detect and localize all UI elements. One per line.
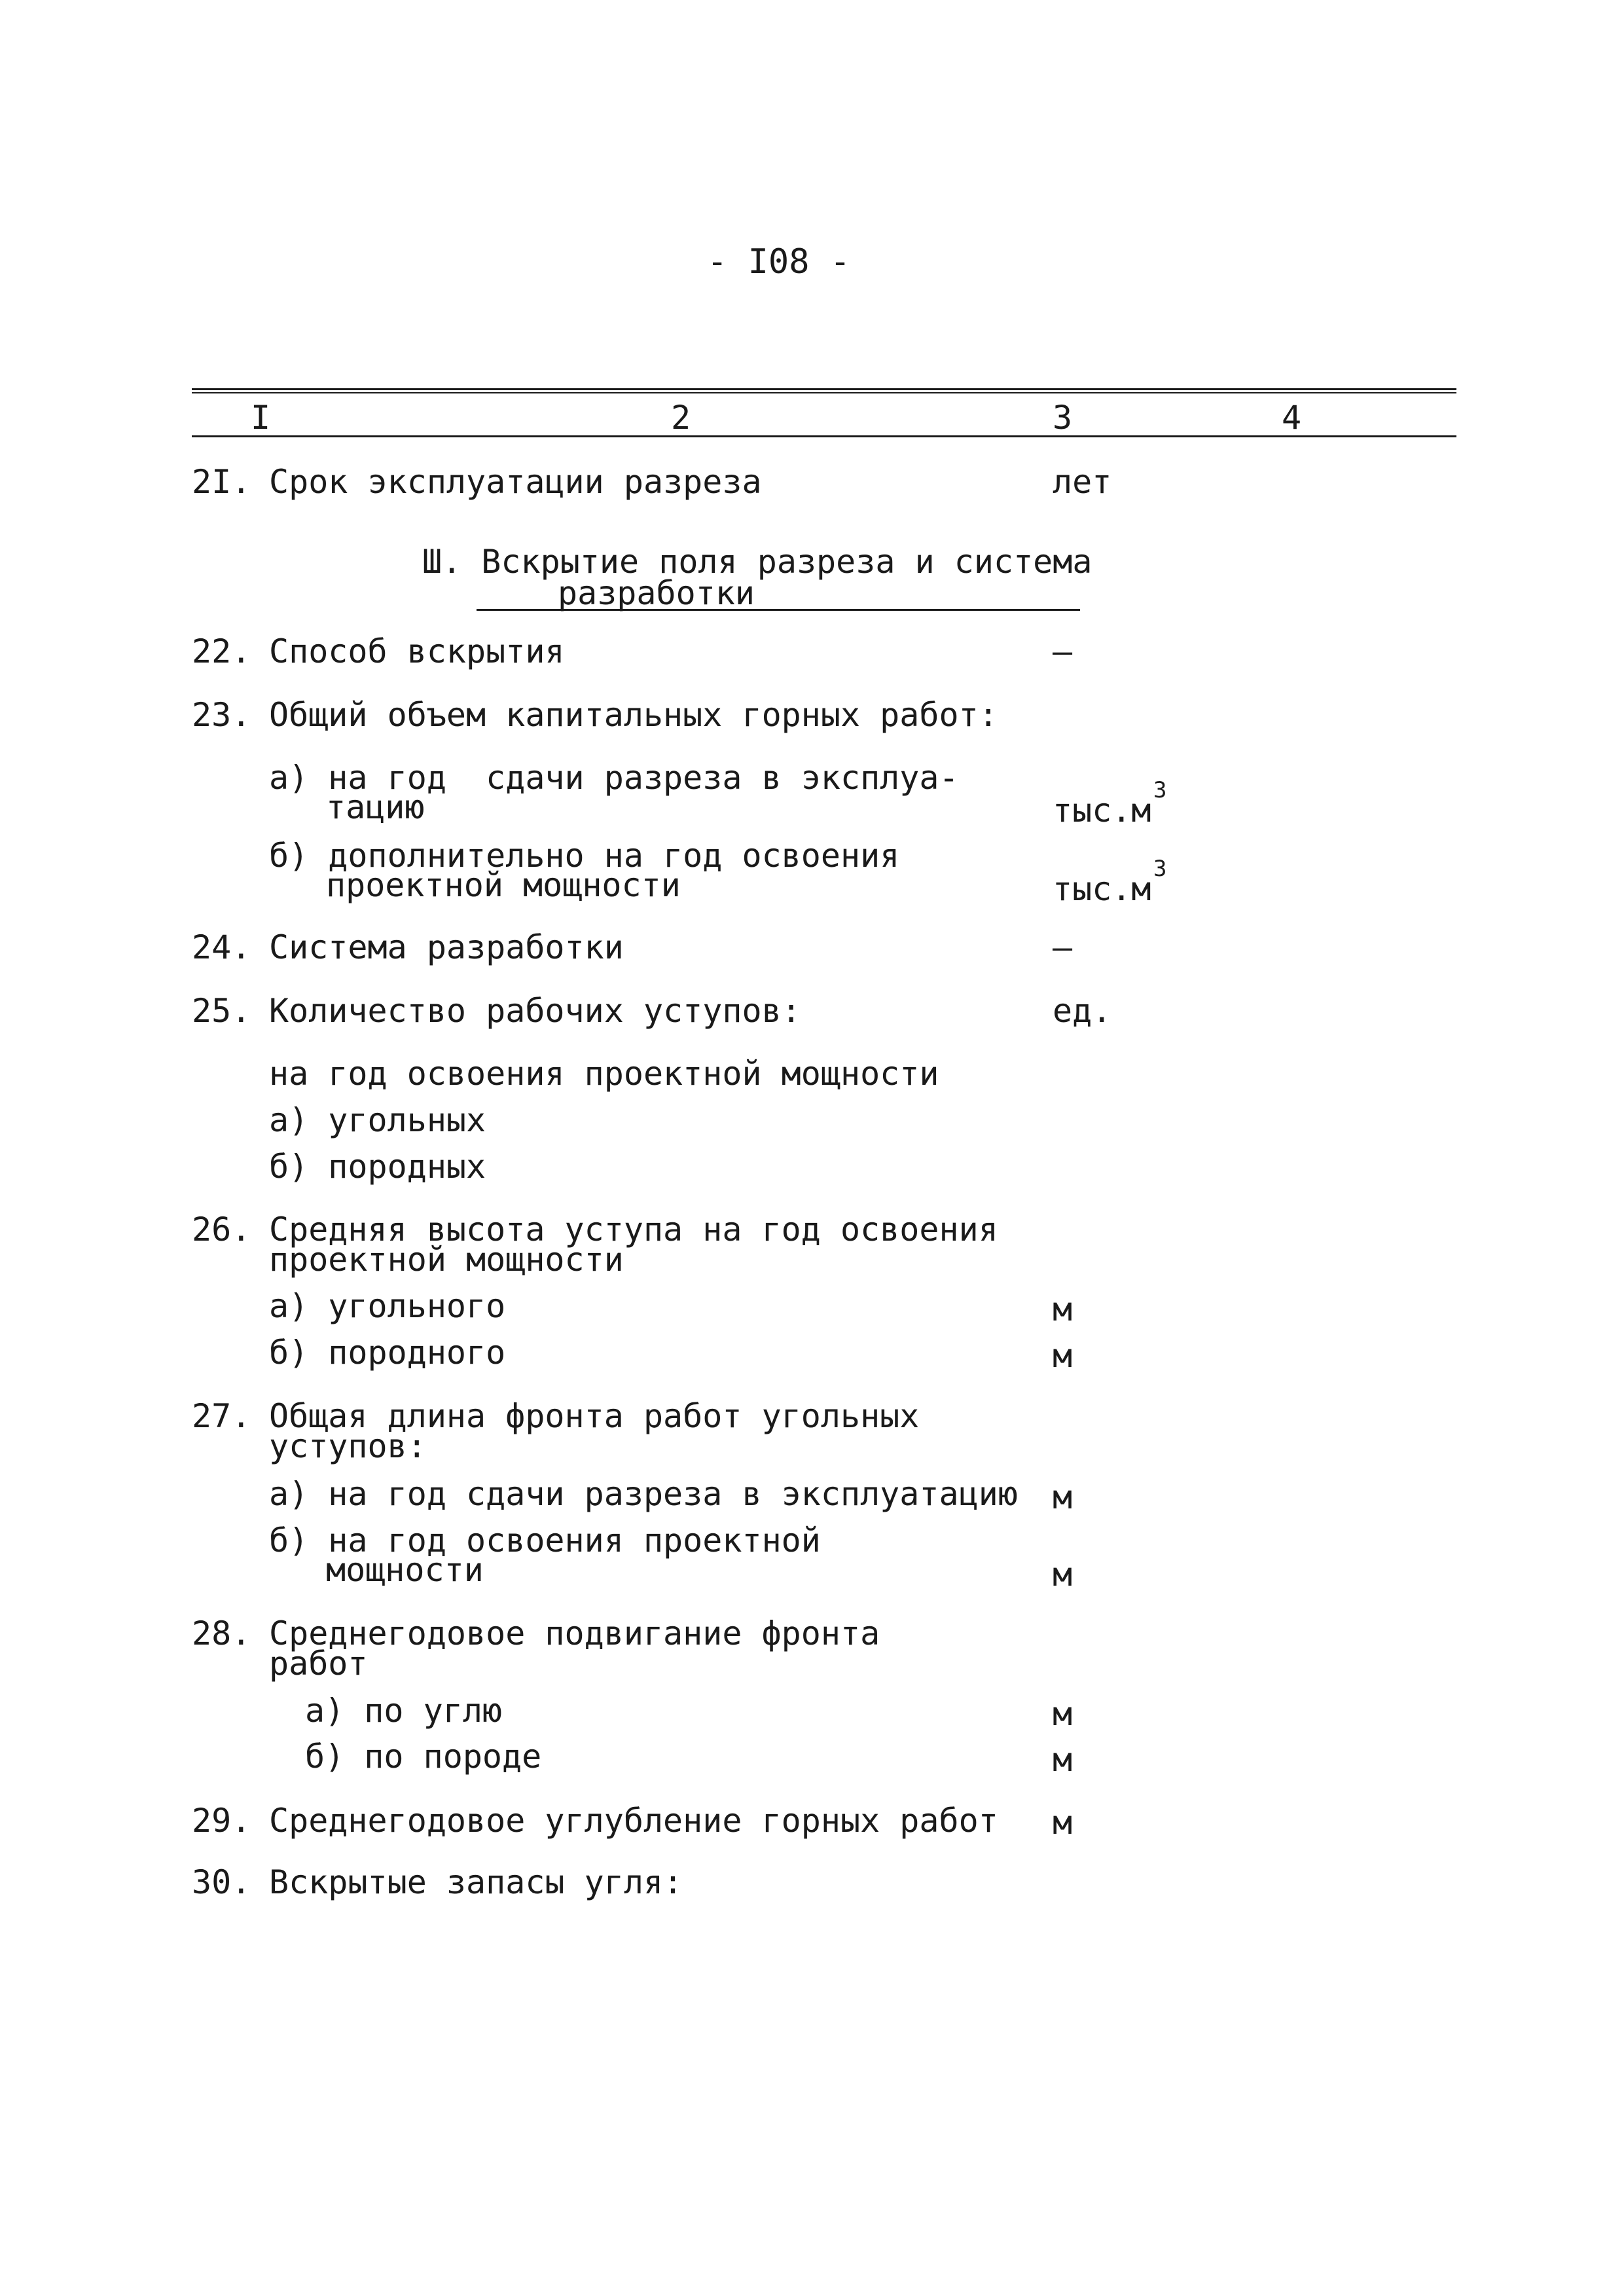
- column-header-2: 2: [671, 399, 691, 437]
- row-21-unit: лет: [1053, 463, 1112, 501]
- row-28-line2: работ: [269, 1645, 368, 1683]
- row-27-line1: Общая длина фронта работ угольных: [269, 1397, 920, 1435]
- column-header-1: I: [251, 399, 271, 437]
- row-26b: б) породного: [269, 1334, 506, 1372]
- row-25-unit: ед.: [1053, 992, 1112, 1030]
- row-23b-line1: б) дополнительно на год освоения: [269, 837, 900, 875]
- row-25-number: 25.: [192, 992, 251, 1030]
- row-23a-line2: тацию: [326, 788, 425, 826]
- row-23b-unit: тыс.м: [1053, 870, 1151, 908]
- row-21-text: Срок эксплуатации разреза: [269, 463, 762, 501]
- row-27b-unit: м: [1053, 1556, 1073, 1594]
- section-3-title-line1: Ш. Вскрытие поля разреза и система: [422, 543, 1092, 581]
- row-28-line1: Среднегодовое подвигание фронта: [269, 1614, 880, 1652]
- row-26a-unit: м: [1053, 1290, 1073, 1328]
- row-28-number: 28.: [192, 1614, 251, 1652]
- row-27a: а) на год сдачи разреза в эксплуатацию: [269, 1475, 1018, 1513]
- column-header-3: 3: [1053, 399, 1073, 437]
- row-26-line1: Средняя высота уступа на год освоения: [269, 1211, 998, 1248]
- table-header-rule: [192, 435, 1456, 437]
- row-27-number: 27.: [192, 1397, 251, 1435]
- row-30-text: Вскрытые запасы угля:: [269, 1863, 683, 1901]
- row-29-text: Среднегодовое углубление горных работ: [269, 1802, 998, 1840]
- row-25-text: Количество рабочих уступов:: [269, 992, 801, 1030]
- row-23-text: Общий объем капитальных горных работ:: [269, 696, 998, 734]
- row-24-number: 24.: [192, 928, 251, 966]
- row-29-unit: м: [1053, 1804, 1073, 1842]
- row-28b-unit: м: [1053, 1741, 1073, 1779]
- column-header-4: 4: [1282, 399, 1302, 437]
- page-number: - I08 -: [707, 242, 851, 282]
- row-26b-unit: м: [1053, 1337, 1073, 1375]
- row-24-text: Система разработки: [269, 928, 624, 966]
- row-22-text: Способ вскрытия: [269, 632, 565, 670]
- row-23a-unit-superscript: 3: [1153, 777, 1167, 803]
- row-23b-unit-superscript: 3: [1153, 856, 1167, 882]
- row-23a-line1: а) на год сдачи разреза в эксплуа-: [269, 759, 959, 797]
- row-23-number: 23.: [192, 696, 251, 734]
- row-25a: а) угольных: [269, 1101, 486, 1139]
- row-24-unit: –: [1053, 928, 1073, 966]
- row-27a-unit: м: [1053, 1478, 1073, 1516]
- table-top-rule-inner: [192, 392, 1456, 393]
- row-27-line2: уступов:: [269, 1427, 427, 1465]
- row-28a: а) по углю: [305, 1692, 503, 1730]
- row-26a: а) угольного: [269, 1287, 506, 1325]
- row-22-number: 22.: [192, 632, 251, 670]
- row-21-number: 2I.: [192, 463, 251, 501]
- row-28b: б) по породе: [305, 1738, 542, 1776]
- row-23a-unit: тыс.м: [1053, 792, 1151, 829]
- row-25-subheading: на год освоения проектной мощности: [269, 1055, 939, 1093]
- row-28a-unit: м: [1053, 1695, 1073, 1733]
- row-27b-line2: мощности: [326, 1551, 484, 1589]
- row-25b: б) породных: [269, 1148, 486, 1186]
- row-22-unit: –: [1053, 632, 1073, 670]
- section-3-title-line2: разработки: [558, 574, 755, 612]
- row-30-number: 30.: [192, 1863, 251, 1901]
- row-26-line2: проектной мощности: [269, 1241, 624, 1279]
- row-27b-line1: б) на год освоения проектной: [269, 1522, 821, 1559]
- row-26-number: 26.: [192, 1211, 251, 1248]
- table-top-rule: [192, 388, 1456, 390]
- row-23b-line2: проектной мощности: [326, 866, 681, 904]
- section-3-underline: [477, 609, 1080, 611]
- row-29-number: 29.: [192, 1802, 251, 1840]
